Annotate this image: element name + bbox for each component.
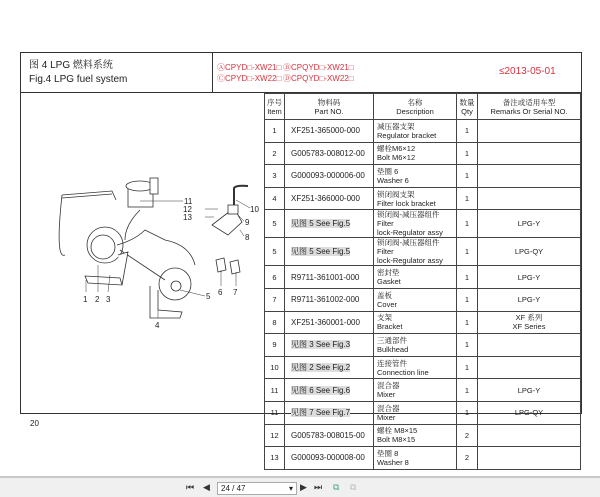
item-cell: 3 <box>265 165 285 188</box>
description-cn: 锁闭阀-减压器组件Filter <box>377 210 440 229</box>
item-cell: 8 <box>265 311 285 334</box>
remarks: LPG-Y <box>517 385 541 395</box>
part-number: 见图 5 See Fig.5 <box>291 219 351 229</box>
description-cn: 盖板 <box>377 290 392 300</box>
qty-cell: 1 <box>457 356 478 379</box>
item-cell: 12 <box>265 424 285 447</box>
remarks-cell <box>478 165 581 188</box>
divider <box>212 53 213 93</box>
page-input[interactable] <box>217 482 297 495</box>
description-en: Regulator bracket <box>377 130 437 140</box>
page-number: 20 <box>30 419 39 428</box>
part-number-cell <box>285 238 374 266</box>
table-row <box>265 311 581 334</box>
header-en: Item <box>267 106 282 116</box>
description-cn: 锁闭阀-减压器组件Filter <box>377 238 440 257</box>
description-en: lock-Regulator assy <box>377 256 443 266</box>
column-header <box>374 94 457 120</box>
description-en: Washer 8 <box>377 457 409 467</box>
qty-cell: 1 <box>457 120 478 143</box>
description-cell <box>374 120 457 143</box>
description-cell <box>374 401 457 424</box>
table-row <box>265 334 581 357</box>
fit-page-icon[interactable]: ⧉ <box>333 482 340 492</box>
remarks-cell <box>478 401 581 424</box>
description-cn: 垫圈 6 <box>377 166 399 176</box>
chevron-down-icon[interactable]: ▾ <box>288 484 293 493</box>
description-cell <box>374 356 457 379</box>
qty-cell: 2 <box>457 447 478 470</box>
model-code: ⒶCPYD□-XW21□ <box>217 63 282 72</box>
callout-6: 6 <box>218 288 223 297</box>
remarks-cell <box>478 311 581 334</box>
part-number-cell <box>285 379 374 402</box>
description-en: Gasket <box>377 277 401 287</box>
description-cn: 锁闭阀支架 <box>377 189 415 199</box>
item-cell: 4 <box>265 187 285 210</box>
description-en: Mixer <box>377 390 396 400</box>
description-en: Bolt M6×12 <box>377 153 416 163</box>
description-cell <box>374 379 457 402</box>
description-cell <box>374 165 457 188</box>
item-cell: 5 <box>265 210 285 238</box>
item-cell: 7 <box>265 288 285 311</box>
remarks-cell <box>478 187 581 210</box>
table-row <box>265 447 581 470</box>
table-row <box>265 424 581 447</box>
model-code: ⒷCPQYD□-XW21□ <box>283 63 354 72</box>
qty-cell: 1 <box>457 379 478 402</box>
description-en: Cover <box>377 299 398 309</box>
description-cn: 螺栓M6×12 <box>377 144 416 154</box>
qty-cell: 1 <box>457 238 478 266</box>
part-number-cell <box>285 210 374 238</box>
remarks-cell <box>478 447 581 470</box>
title-cn: 图 4 LPG 燃料系统 <box>29 60 113 71</box>
description-en: Connection line <box>377 367 429 377</box>
description-en: Bolt M8×15 <box>377 435 416 445</box>
remarks-cell <box>478 266 581 289</box>
part-number: 见图 5 See Fig.5 <box>291 247 351 257</box>
description-en: Bulkhead <box>377 344 409 354</box>
header-cn: 数量 <box>459 97 475 107</box>
remarks-cell <box>478 334 581 357</box>
figure-title <box>29 59 127 87</box>
page-value: 24 / 47 <box>221 484 246 493</box>
part-number-cell <box>285 266 374 289</box>
part-number-cell <box>285 142 374 165</box>
regulator-right <box>159 268 191 300</box>
column-header <box>285 94 374 120</box>
description-cell <box>374 266 457 289</box>
remarks: LPG-Y <box>517 295 541 305</box>
part-number: 见图 3 See Fig.3 <box>291 340 351 350</box>
remarks: LPG-QY <box>514 408 544 418</box>
page-header <box>21 53 581 93</box>
header-en: Description <box>396 106 434 116</box>
remarks-cell <box>478 120 581 143</box>
description-en: lock-Regulator assy <box>377 228 443 238</box>
last-page-icon[interactable]: ⏭ <box>314 482 323 492</box>
remarks-cell <box>478 238 581 266</box>
callout-5: 5 <box>206 292 211 301</box>
part-number: XF251-366000-000 <box>291 194 360 204</box>
callout-2: 2 <box>95 295 100 304</box>
header-en: Remarks Or Serial NO. <box>490 106 568 116</box>
part-number: XF251-365000-000 <box>291 126 360 136</box>
column-header <box>457 94 478 120</box>
callout-9: 9 <box>245 218 250 227</box>
header-cn: 备注或适用车型 <box>502 97 556 107</box>
model-codes-1 <box>217 62 281 84</box>
callout-13: 13 <box>183 213 192 222</box>
part-number: G000093-000006-00 <box>291 171 365 181</box>
description-cn: 连接管件 <box>377 358 407 368</box>
part-number: G005783-008012-00 <box>291 148 365 158</box>
fit-width-icon[interactable]: ⧉ <box>350 482 357 492</box>
remarks-cell <box>478 288 581 311</box>
part-number: G000093-000008-00 <box>291 453 365 463</box>
part-number-cell <box>285 311 374 334</box>
qty-cell: 1 <box>457 187 478 210</box>
table-row <box>265 165 581 188</box>
callout-12: 12 <box>183 205 192 214</box>
table-row <box>265 379 581 402</box>
qty-cell: 1 <box>457 288 478 311</box>
item-cell: 11 <box>265 401 285 424</box>
header-en: Qty <box>461 106 473 116</box>
callout-7: 7 <box>233 288 238 297</box>
title-en: Fig.4 LPG fuel system <box>29 74 128 85</box>
part-number-cell <box>285 288 374 311</box>
qty-cell: 1 <box>457 165 478 188</box>
item-cell: 1 <box>265 120 285 143</box>
description-cell <box>374 142 457 165</box>
header-cn: 名称 <box>407 97 423 107</box>
description-cell <box>374 210 457 238</box>
qty-cell: 2 <box>457 424 478 447</box>
description-cell <box>374 447 457 470</box>
parts-table <box>264 93 581 470</box>
part-number-cell <box>285 356 374 379</box>
part-number-cell <box>285 120 374 143</box>
part-number: R9711-361001-000 <box>291 272 360 282</box>
header-cn: 物料码 <box>317 97 341 107</box>
remarks-cell <box>478 424 581 447</box>
item-cell: 13 <box>265 447 285 470</box>
qty-cell: 1 <box>457 266 478 289</box>
description-en: Washer 6 <box>377 175 409 185</box>
callout-8: 8 <box>245 233 250 242</box>
qty-cell: 1 <box>457 334 478 357</box>
description-cell <box>374 424 457 447</box>
description-en: Filter lock bracket <box>377 198 436 208</box>
part-number: G005783-008015-00 <box>291 430 365 440</box>
remarks-cell <box>478 142 581 165</box>
table-row <box>265 238 581 266</box>
description-en: Mixer <box>377 412 396 422</box>
prev-page-icon[interactable]: ◀ <box>203 482 210 492</box>
table-row <box>265 142 581 165</box>
part-number: 见图 2 See Fig.2 <box>291 363 351 373</box>
description-cn: 混合器 <box>377 403 400 413</box>
description-cn: 密封垫 <box>377 268 400 278</box>
qty-cell: 1 <box>457 401 478 424</box>
date-label: ≤2013-05-01 <box>499 66 556 77</box>
part-number-cell <box>285 165 374 188</box>
part-number-cell <box>285 447 374 470</box>
item-cell: 5 <box>265 238 285 266</box>
exploded-diagram <box>40 150 265 335</box>
part-number: 见图 6 See Fig.6 <box>291 385 351 395</box>
item-cell: 11 <box>265 379 285 402</box>
remarks-2: XF Series <box>512 322 546 332</box>
description-en: Bracket <box>377 322 403 332</box>
remarks: LPG-Y <box>517 272 541 282</box>
pdf-toolbar <box>0 476 600 497</box>
callout-10: 10 <box>250 205 259 214</box>
qty-cell: 1 <box>457 210 478 238</box>
gasket-6 <box>216 258 226 272</box>
description-cn: 三通部件 <box>377 335 407 345</box>
model-code: ⒸCPYD□-XW22□ <box>217 74 282 83</box>
remarks: LPG-QY <box>514 247 544 257</box>
remarks: LPG-Y <box>517 219 541 229</box>
item-cell: 9 <box>265 334 285 357</box>
table-row <box>265 120 581 143</box>
description-cn: 混合器 <box>377 381 400 391</box>
remarks-cell <box>478 356 581 379</box>
fuel-line <box>59 195 65 255</box>
part-number-cell <box>285 334 374 357</box>
model-codes-2 <box>283 62 354 84</box>
part-number-cell <box>285 187 374 210</box>
description-cell <box>374 288 457 311</box>
table-row <box>265 288 581 311</box>
part-number: R9711-361002-000 <box>291 295 360 305</box>
table-row <box>265 187 581 210</box>
column-header <box>265 94 285 120</box>
table-row <box>265 356 581 379</box>
table-row <box>265 401 581 424</box>
next-page-icon[interactable]: ▶ <box>300 482 307 492</box>
callout-1: 1 <box>83 295 88 304</box>
callout-11: 11 <box>184 197 193 206</box>
description-cn: 螺栓 M8×15 <box>377 426 418 436</box>
first-page-icon[interactable]: ⏮ <box>186 482 195 492</box>
item-cell: 2 <box>265 142 285 165</box>
table-row <box>265 210 581 238</box>
description-cell <box>374 311 457 334</box>
remarks: XF 系列 <box>515 313 543 323</box>
description-cn: 垫圈 8 <box>377 448 399 458</box>
column-header <box>478 94 581 120</box>
item-cell: 6 <box>265 266 285 289</box>
callout-4: 4 <box>155 321 160 330</box>
remarks-cell <box>478 379 581 402</box>
description-cell <box>374 187 457 210</box>
table-row <box>265 266 581 289</box>
callout-3: 3 <box>106 295 111 304</box>
header-en: Part NO. <box>314 106 344 116</box>
fuel-line <box>62 191 116 200</box>
part-number-cell <box>285 424 374 447</box>
cover-7 <box>230 260 240 274</box>
description-cell <box>374 238 457 266</box>
model-code: ⒹCPQYD□-XW22□ <box>283 74 354 83</box>
qty-cell: 1 <box>457 311 478 334</box>
description-cn: 减压器支架 <box>377 121 415 131</box>
part-number: XF251-360001-000 <box>291 317 360 327</box>
description-cn: 支架 <box>377 313 392 323</box>
header-cn: 序号 <box>267 97 282 107</box>
item-cell: 10 <box>265 356 285 379</box>
part-number: 见图 7 See Fig.7 <box>291 408 351 418</box>
remarks-cell <box>478 210 581 238</box>
part-number-cell <box>285 401 374 424</box>
description-cell <box>374 334 457 357</box>
qty-cell: 1 <box>457 142 478 165</box>
